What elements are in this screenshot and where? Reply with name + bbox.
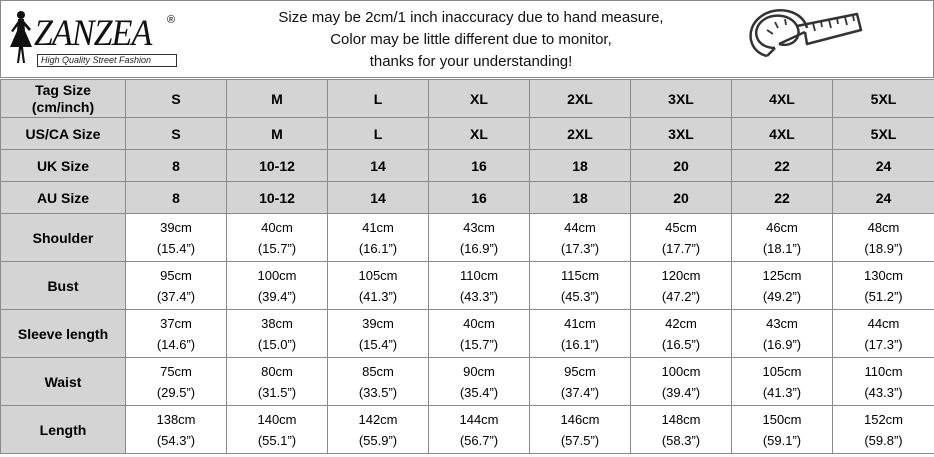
inch-value: (59.1”)	[762, 432, 802, 448]
cm-value: 38cm	[261, 315, 293, 331]
inch-value: (59.8”)	[864, 432, 903, 448]
inch-value: (49.2”)	[762, 288, 802, 304]
size-cell: M	[227, 118, 328, 150]
cm-value: 152cm	[863, 411, 904, 427]
inch-value: (14.6”)	[156, 336, 196, 352]
cm-value: 48cm	[867, 219, 900, 235]
inch-value: (39.4”)	[257, 288, 297, 304]
size-cell: 4XL	[732, 118, 833, 150]
measurement-cell	[328, 262, 429, 310]
measurement-cell	[227, 406, 328, 454]
cm-value: 120cm	[661, 267, 701, 283]
measurement-cell	[429, 262, 530, 310]
size-cell: 20	[631, 182, 732, 214]
inch-value: (47.2”)	[661, 288, 701, 304]
measurement-cell	[530, 406, 631, 454]
inch-value: (58.3”)	[661, 432, 701, 448]
measurement-cell	[126, 406, 227, 454]
inch-value: (39.4”)	[661, 384, 701, 400]
inch-value: (45.3”)	[560, 288, 600, 304]
inch-value: (16.1”)	[560, 336, 600, 352]
row-label: US/CA Size	[1, 118, 126, 150]
row-label: Shoulder	[1, 214, 126, 262]
tag-size-cell: XL	[429, 80, 530, 118]
measurement-cell	[429, 214, 530, 262]
bust-row	[1, 262, 934, 310]
size-chart-table	[0, 79, 934, 454]
inch-value: (15.4”)	[156, 240, 196, 256]
measurement-cell	[631, 214, 732, 262]
cm-value: 39cm	[160, 219, 192, 235]
measurement-cell	[227, 358, 328, 406]
brand-name: ZANZEA	[34, 13, 152, 54]
notice-line: Size may be 2cm/1 inch inaccuracy due to hand measure,	[278, 9, 664, 26]
inch-value: (37.4”)	[560, 384, 600, 400]
measurement-cell	[631, 262, 732, 310]
inch-value: (51.2”)	[864, 288, 903, 304]
cm-value: 41cm	[564, 315, 596, 331]
uk-size-row	[1, 150, 934, 182]
registered-mark: ®	[167, 14, 176, 26]
inch-value: (15.7”)	[459, 336, 499, 352]
cm-value: 100cm	[661, 363, 701, 379]
row-label: AU Size	[1, 182, 126, 214]
cm-value: 39cm	[362, 315, 394, 331]
row-label: Length	[1, 406, 126, 454]
header-banner	[0, 0, 934, 78]
cm-value: 110cm	[864, 363, 903, 379]
measurement-cell	[227, 214, 328, 262]
inch-value: (18.9”)	[864, 240, 903, 256]
size-cell: 10-12	[227, 182, 328, 214]
size-cell: 14	[328, 150, 429, 182]
measurement-cell	[227, 262, 328, 310]
tag-size-cell: L	[328, 80, 429, 118]
row-label: Waist	[1, 358, 126, 406]
inch-value: (31.5”)	[257, 384, 297, 400]
measurement-notice	[211, 7, 731, 73]
size-cell: XL	[429, 118, 530, 150]
cm-value: 43cm	[766, 315, 798, 331]
cm-value: 148cm	[661, 411, 701, 427]
cm-value: 40cm	[261, 219, 293, 235]
cm-value: 110cm	[459, 267, 499, 283]
inch-value: (15.7”)	[257, 240, 297, 256]
inch-value: (17.3”)	[864, 336, 903, 352]
cm-value: 46cm	[766, 219, 798, 235]
tag-size-cell: 4XL	[732, 80, 833, 118]
cm-value: 85cm	[362, 363, 394, 379]
measurement-cell	[833, 406, 934, 454]
inch-value: (54.3”)	[156, 432, 196, 448]
tag-size-cell: S	[126, 80, 227, 118]
row-label-line: (cm/inch)	[31, 98, 95, 115]
cm-value: 44cm	[867, 315, 900, 331]
cm-value: 144cm	[459, 411, 499, 427]
inch-value: (17.7”)	[661, 240, 701, 256]
cm-value: 42cm	[665, 315, 697, 331]
size-cell: S	[126, 118, 227, 150]
measurement-cell	[631, 310, 732, 358]
measurement-cell	[631, 406, 732, 454]
row-label: UK Size	[1, 150, 126, 182]
cm-value: 105cm	[358, 267, 398, 283]
cm-value: 142cm	[358, 411, 398, 427]
size-cell: 5XL	[833, 118, 934, 150]
size-cell: 22	[732, 182, 833, 214]
brand-logo	[4, 5, 176, 71]
inch-value: (17.3”)	[560, 240, 600, 256]
inch-value: (35.4”)	[459, 384, 499, 400]
measurement-cell	[429, 406, 530, 454]
tag-size-cell: 3XL	[631, 80, 732, 118]
cm-value: 115cm	[560, 267, 600, 283]
measurement-cell	[530, 214, 631, 262]
cm-value: 37cm	[160, 315, 192, 331]
cm-value: 105cm	[762, 363, 802, 379]
size-cell: 16	[429, 150, 530, 182]
inch-value: (57.5”)	[560, 432, 600, 448]
measurement-cell	[429, 310, 530, 358]
measuring-tape-icon	[745, 4, 865, 76]
measurement-cell	[530, 358, 631, 406]
inch-value: (16.9”)	[762, 336, 802, 352]
row-label: Sleeve length	[1, 310, 126, 358]
cm-value: 80cm	[261, 363, 293, 379]
measurement-cell	[328, 406, 429, 454]
cm-value: 75cm	[160, 363, 192, 379]
tag-size-cell: 2XL	[530, 80, 631, 118]
length-row	[1, 406, 934, 454]
cm-value: 140cm	[257, 411, 297, 427]
cm-value: 40cm	[463, 315, 495, 331]
measurement-cell	[126, 358, 227, 406]
measurement-cell	[227, 310, 328, 358]
inch-value: (15.0”)	[257, 336, 297, 352]
measurement-cell	[833, 214, 934, 262]
measurement-cell	[328, 214, 429, 262]
cm-value: 43cm	[463, 219, 495, 235]
measurement-cell	[833, 262, 934, 310]
size-cell: 10-12	[227, 150, 328, 182]
measurement-cell	[530, 262, 631, 310]
cm-value: 95cm	[564, 363, 596, 379]
size-cell: 2XL	[530, 118, 631, 150]
size-cell: 20	[631, 150, 732, 182]
sleeve-length-row	[1, 310, 934, 358]
inch-value: (16.5”)	[661, 336, 701, 352]
notice-line: Color may be little different due to monitor,	[330, 31, 612, 48]
inch-value: (56.7”)	[459, 432, 499, 448]
brand-tagline: High Quality Street Fashion	[37, 54, 177, 67]
measurement-cell	[732, 214, 833, 262]
cm-value: 146cm	[560, 411, 600, 427]
row-label-line: Tag Size	[35, 81, 91, 98]
size-cell: 24	[833, 150, 934, 182]
cm-value: 150cm	[762, 411, 802, 427]
size-cell: 14	[328, 182, 429, 214]
inch-value: (41.3”)	[762, 384, 802, 400]
row-label-tag-size	[1, 80, 126, 118]
cm-value: 41cm	[362, 219, 394, 235]
size-cell: L	[328, 118, 429, 150]
inch-value: (33.5”)	[358, 384, 398, 400]
cm-value: 138cm	[156, 411, 196, 427]
cm-value: 45cm	[665, 219, 697, 235]
size-cell: 8	[126, 150, 227, 182]
cm-value: 95cm	[160, 267, 192, 283]
measurement-cell	[126, 262, 227, 310]
measurement-cell	[732, 262, 833, 310]
inch-value: (43.3”)	[864, 384, 903, 400]
cm-value: 100cm	[257, 267, 297, 283]
us-ca-size-row	[1, 118, 934, 150]
cm-value: 44cm	[564, 219, 596, 235]
measurement-cell	[429, 358, 530, 406]
inch-value: (55.1”)	[257, 432, 297, 448]
measurement-cell	[833, 358, 934, 406]
shoulder-row	[1, 214, 934, 262]
woman-silhouette-icon	[6, 9, 36, 65]
tag-size-cell: M	[227, 80, 328, 118]
inch-value: (18.1”)	[762, 240, 802, 256]
waist-row	[1, 358, 934, 406]
measurement-cell	[732, 310, 833, 358]
row-label: Bust	[1, 262, 126, 310]
tag-size-cell: 5XL	[833, 80, 934, 118]
measurement-cell	[530, 310, 631, 358]
tag-size-row	[1, 80, 934, 118]
au-size-row	[1, 182, 934, 214]
cm-value: 130cm	[863, 267, 904, 283]
inch-value: (15.4”)	[358, 336, 398, 352]
cm-value: 125cm	[762, 267, 802, 283]
size-cell: 24	[833, 182, 934, 214]
inch-value: (55.9”)	[358, 432, 398, 448]
measurement-cell	[732, 358, 833, 406]
measurement-cell	[833, 310, 934, 358]
size-cell: 18	[530, 150, 631, 182]
measurement-cell	[631, 358, 732, 406]
size-cell: 3XL	[631, 118, 732, 150]
measurement-cell	[328, 358, 429, 406]
cm-value: 90cm	[463, 363, 495, 379]
measurement-cell	[732, 406, 833, 454]
measurement-cell	[328, 310, 429, 358]
notice-line: thanks for your understanding!	[369, 53, 573, 70]
inch-value: (41.3”)	[358, 288, 398, 304]
size-cell: 18	[530, 182, 631, 214]
inch-value: (37.4”)	[156, 288, 196, 304]
inch-value: (43.3”)	[459, 288, 499, 304]
inch-value: (29.5”)	[156, 384, 196, 400]
measurement-cell	[126, 214, 227, 262]
inch-value: (16.9”)	[459, 240, 499, 256]
size-cell: 8	[126, 182, 227, 214]
inch-value: (16.1”)	[358, 240, 398, 256]
size-cell: 22	[732, 150, 833, 182]
measurement-cell	[126, 310, 227, 358]
size-cell: 16	[429, 182, 530, 214]
